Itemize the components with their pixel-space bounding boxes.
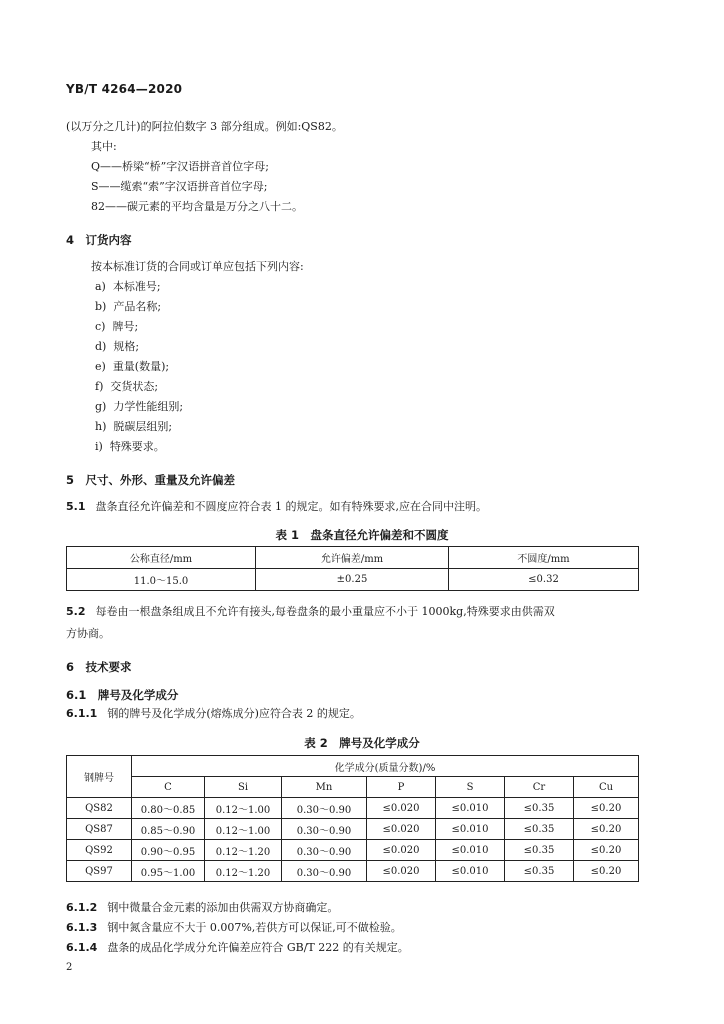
- page-number: 2: [66, 962, 73, 973]
- table-cell: ≤0.010: [436, 819, 505, 840]
- paragraph-6-1-2: 6.1.2 钢中微量合金元素的添加由供需双方协商确定。: [66, 901, 339, 914]
- table-row: [67, 798, 639, 819]
- table-cell: QS87: [67, 819, 132, 840]
- table-cell: ≤0.010: [436, 798, 505, 819]
- list-item: c) 牌号;: [95, 320, 139, 333]
- table-row: [67, 840, 639, 861]
- list-item: g) 力学性能组别;: [95, 400, 184, 413]
- paragraph-line: 方协商。: [66, 627, 110, 640]
- table-cell: ≤0.32: [449, 569, 639, 591]
- table-row: [67, 861, 639, 882]
- table-cell: ≤0.020: [367, 798, 436, 819]
- table-cell: 0.30～0.90: [282, 840, 367, 861]
- table-cell: QS97: [67, 861, 132, 882]
- table-header-cell: 钢牌号: [67, 756, 132, 798]
- table-cell: 0.85～0.90: [132, 819, 205, 840]
- table-cell: ≤0.35: [505, 798, 574, 819]
- paragraph-6-1-1: 6.1.1 钢的牌号及化学成分(熔炼成分)应符合表 2 的规定。: [66, 707, 361, 720]
- list-item: f) 交货状态;: [95, 380, 159, 393]
- list-item: d) 规格;: [95, 340, 140, 353]
- section-heading-4: 4 订货内容: [66, 233, 132, 247]
- table-header-cell: Cu: [574, 777, 639, 798]
- section-heading-5: 5 尺寸、外形、重量及允许偏差: [66, 473, 235, 487]
- list-item: b) 产品名称;: [95, 300, 162, 313]
- table-cell: 0.80～0.85: [132, 798, 205, 819]
- paragraph-6-1-4: 6.1.4 盘条的成品化学成分允许偏差应符合 GB/T 222 的有关规定。: [66, 941, 409, 954]
- table-cell: ≤0.020: [367, 840, 436, 861]
- table-header-cell: P: [367, 777, 436, 798]
- table-header-cell: Mn: [282, 777, 367, 798]
- table-cell: ≤0.020: [367, 861, 436, 882]
- paragraph-5-2: 5.2 每卷由一根盘条组成且不允许有接头,每卷盘条的最小重量应不小于 1000kg,特殊要求由供需双: [66, 605, 555, 618]
- paragraph-line: 82——碳元素的平均含量是万分之八十二。: [91, 200, 303, 213]
- paragraph-line: (以万分之几计)的阿拉伯数字 3 部分组成。例如:QS82。: [66, 120, 343, 133]
- table-header-cell: Si: [205, 777, 282, 798]
- table-cell: 0.12～1.00: [205, 819, 282, 840]
- table-header-cell: 允许偏差/mm: [256, 547, 449, 569]
- table-cell: ≤0.35: [505, 840, 574, 861]
- table-1-caption: 表 1 盘条直径允许偏差和不圆度: [275, 528, 449, 542]
- table-cell: ≤0.20: [574, 798, 639, 819]
- paragraph-line: Q——桥梁“桥”字汉语拼音首位字母;: [91, 160, 269, 173]
- table-cell: ≤0.20: [574, 861, 639, 882]
- paragraph-line: 按本标准订货的合同或订单应包括下列内容:: [91, 260, 304, 273]
- table-cell: QS82: [67, 798, 132, 819]
- table-cell: 0.12～1.20: [205, 861, 282, 882]
- table-header-cell: 公称直径/mm: [67, 547, 256, 569]
- table-cell: ±0.25: [256, 569, 449, 591]
- table-cell: 0.30～0.90: [282, 798, 367, 819]
- paragraph-line: 其中:: [91, 140, 117, 153]
- section-heading-6: 6 技术要求: [66, 660, 132, 674]
- table-cell: 0.90～0.95: [132, 840, 205, 861]
- paragraph-6-1-3: 6.1.3 钢中氮含量应不大于 0.007%,若供方可以保证,可不做检验。: [66, 921, 402, 934]
- table-header-cell: S: [436, 777, 505, 798]
- table-cell: 0.95～1.00: [132, 861, 205, 882]
- table-cell: ≤0.010: [436, 840, 505, 861]
- paragraph-line: S——缆索“索”字汉语拼音首位字母;: [91, 180, 268, 193]
- table-cell: ≤0.010: [436, 861, 505, 882]
- table-cell: QS92: [67, 840, 132, 861]
- table-cell: 0.12～1.00: [205, 798, 282, 819]
- table-header-cell: C: [132, 777, 205, 798]
- table-cell: ≤0.20: [574, 840, 639, 861]
- table-cell: 0.30～0.90: [282, 819, 367, 840]
- table-cell: 11.0～15.0: [67, 569, 256, 591]
- table-header-cell: 不圆度/mm: [449, 547, 639, 569]
- table-1: [66, 546, 639, 591]
- table-header-cell: 化学成分(质量分数)/%: [132, 756, 639, 777]
- table-header-cell: Cr: [505, 777, 574, 798]
- list-item: a) 本标准号;: [95, 280, 161, 293]
- table-2-caption: 表 2 牌号及化学成分: [304, 736, 420, 750]
- table-2: [66, 755, 639, 882]
- table-cell: ≤0.35: [505, 861, 574, 882]
- table-cell: 0.12～1.20: [205, 840, 282, 861]
- table-cell: ≤0.20: [574, 819, 639, 840]
- standard-header: YB/T 4264—2020: [66, 82, 183, 96]
- list-item: i) 特殊要求。: [95, 440, 165, 453]
- list-item: e) 重量(数量);: [95, 360, 170, 373]
- table-row: [67, 819, 639, 840]
- table-cell: ≤0.020: [367, 819, 436, 840]
- paragraph-5-1: 5.1 盘条直径允许偏差和不圆度应符合表 1 的规定。如有特殊要求,应在合同中注明。: [66, 500, 487, 513]
- table-cell: 0.30～0.90: [282, 861, 367, 882]
- section-heading-6-1: 6.1 牌号及化学成分: [66, 688, 179, 702]
- table-row: [67, 569, 639, 591]
- table-cell: ≤0.35: [505, 819, 574, 840]
- list-item: h) 脱碳层组别;: [95, 420, 173, 433]
